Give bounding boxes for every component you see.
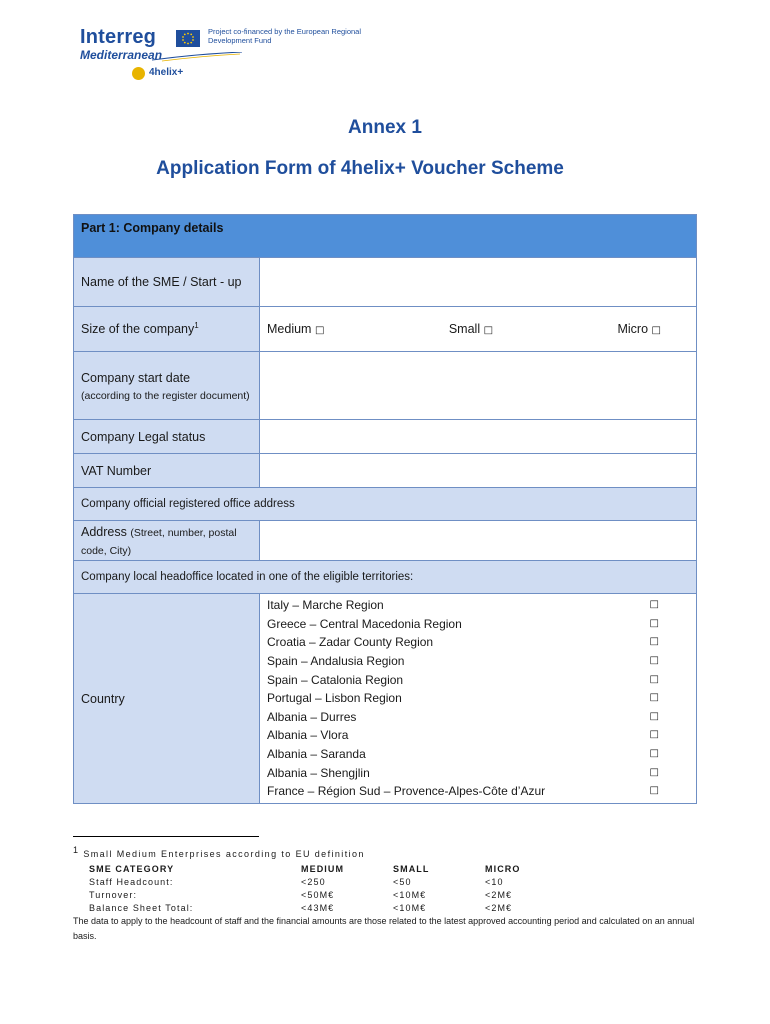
country-label: Country (74, 594, 260, 804)
footnote-divider (73, 836, 259, 837)
checkbox-icon[interactable]: □ (649, 655, 659, 667)
checkbox-icon[interactable]: □ (651, 325, 661, 336)
country-option-label: France – Région Sud – Provence-Alpes-Côte d’Azur (267, 784, 546, 799)
sme-cell: <250 (301, 876, 326, 887)
checkbox-icon[interactable]: □ (649, 785, 659, 797)
checkbox-icon[interactable]: □ (649, 617, 659, 629)
sme-col-small: SMALL (393, 863, 430, 874)
sme-cell: Balance Sheet Total: (89, 902, 194, 913)
vat-label: VAT Number (74, 454, 260, 488)
sme-cell: <10M€ (393, 889, 427, 900)
list-item[interactable] (267, 708, 689, 727)
size-options (260, 307, 697, 352)
legal-status-label: Company Legal status (74, 420, 260, 454)
header-logos (80, 26, 370, 86)
start-date-field[interactable] (260, 352, 697, 420)
sme-cell: <50M€ (301, 889, 335, 900)
list-item[interactable] (267, 615, 689, 634)
size-option-micro[interactable]: Micro □ (617, 322, 661, 336)
country-option-label: Portugal – Lisbon Region (267, 691, 402, 706)
interreg-logo-text: Interreg (80, 26, 157, 48)
list-item[interactable] (267, 652, 689, 671)
checkbox-icon[interactable]: □ (649, 710, 659, 722)
mediterranean-logo-text: Mediterranean (80, 48, 163, 62)
list-item[interactable] (267, 726, 689, 745)
form-title: Application Form of 4helix+ Voucher Scheme (156, 158, 564, 179)
sme-name-label: Name of the SME / Start - up (74, 258, 260, 307)
table-row (89, 888, 565, 901)
sme-name-field[interactable] (260, 258, 697, 307)
footnote-note: The data to apply to the headcount of staff and the financial amounts are those related to the latest approved accounting period and calculated on an annual basis. (73, 916, 695, 941)
footnote (73, 845, 713, 944)
country-option-label: Albania – Durres (267, 709, 357, 724)
footnote-ref: 1 (194, 321, 199, 331)
country-option-label: Spain – Catalonia Region (267, 672, 404, 687)
helix-icon (132, 67, 145, 80)
annex-title: Annex 1 (348, 117, 422, 138)
vat-field[interactable] (260, 454, 697, 488)
size-label: Size of the company$^1$ (74, 307, 260, 352)
size-option-small[interactable]: Small □ (448, 322, 494, 336)
country-option-label: Croatia – Zadar County Region (267, 635, 434, 650)
list-item[interactable] (267, 764, 689, 783)
checkbox-icon[interactable]: □ (649, 673, 659, 685)
start-date-sub: (according to the register document) (81, 389, 250, 402)
project-logo-text: 4helix+ (149, 67, 184, 78)
headoffice-header: Company local headoffice located in one of the eligible territories: (74, 561, 697, 594)
country-options (260, 594, 697, 804)
checkbox-icon[interactable]: □ (483, 325, 494, 336)
eu-flag-icon (176, 30, 200, 47)
part-header: Part 1: Company details (74, 215, 697, 258)
table-row (89, 901, 565, 914)
sme-cell: <43M€ (301, 902, 335, 913)
country-option-label: Albania – Shengjlin (267, 765, 370, 780)
list-item[interactable] (267, 745, 689, 764)
list-item[interactable] (267, 782, 689, 801)
country-option-label: Albania – Saranda (267, 746, 366, 761)
footnote-text: Small Medium Enterprises according to EU definition (83, 849, 365, 859)
footnote-number: 1 (73, 845, 80, 855)
legal-status-field[interactable] (260, 420, 697, 454)
list-item[interactable] (267, 689, 689, 708)
checkbox-icon[interactable]: □ (649, 729, 659, 741)
list-item[interactable] (267, 633, 689, 652)
sme-cell: Staff Headcount: (89, 876, 174, 887)
sme-col-medium: MEDIUM (301, 863, 345, 874)
address-sub: (Street, number, postal code, City) (81, 526, 237, 557)
sme-col-category: SME CATEGORY (89, 863, 175, 874)
country-option-label: Italy – Marche Region (267, 598, 384, 613)
checkbox-icon[interactable]: □ (649, 636, 659, 648)
checkbox-icon[interactable]: □ (314, 325, 325, 336)
table-row (89, 875, 565, 888)
sme-cell: <50 (393, 876, 412, 887)
sme-definition-table (89, 862, 565, 914)
sme-cell: <10 (485, 876, 504, 887)
sme-col-micro: MICRO (485, 863, 521, 874)
size-option-medium[interactable]: Medium □ (267, 322, 325, 336)
sme-cell: <2M€ (485, 889, 513, 900)
checkbox-icon[interactable]: □ (649, 747, 659, 759)
country-option-label: Albania – Vlora (267, 728, 349, 743)
address-field[interactable] (260, 521, 697, 561)
checkbox-icon[interactable]: □ (649, 599, 659, 611)
checkbox-icon[interactable]: □ (649, 766, 659, 778)
list-item[interactable] (267, 671, 689, 690)
company-details-table (73, 214, 697, 804)
sme-cell: <2M€ (485, 902, 513, 913)
swoosh-icon (152, 52, 242, 62)
checkbox-icon[interactable]: □ (649, 692, 659, 704)
address-label: Address (Street, number, postal code, City) (74, 521, 260, 561)
country-option-label: Spain – Andalusia Region (267, 654, 405, 669)
country-list (267, 596, 689, 801)
registered-office-header: Company official registered office address (74, 488, 697, 521)
sme-cell: <10M€ (393, 902, 427, 913)
start-date-label: Company start date (according to the register document) (74, 352, 260, 420)
cofinanced-text: Project co-financed by the European Regional Development Fund (208, 27, 362, 45)
country-option-label: Greece – Central Macedonia Region (267, 616, 462, 631)
list-item[interactable] (267, 596, 689, 615)
sme-cell: Turnover: (89, 889, 138, 900)
